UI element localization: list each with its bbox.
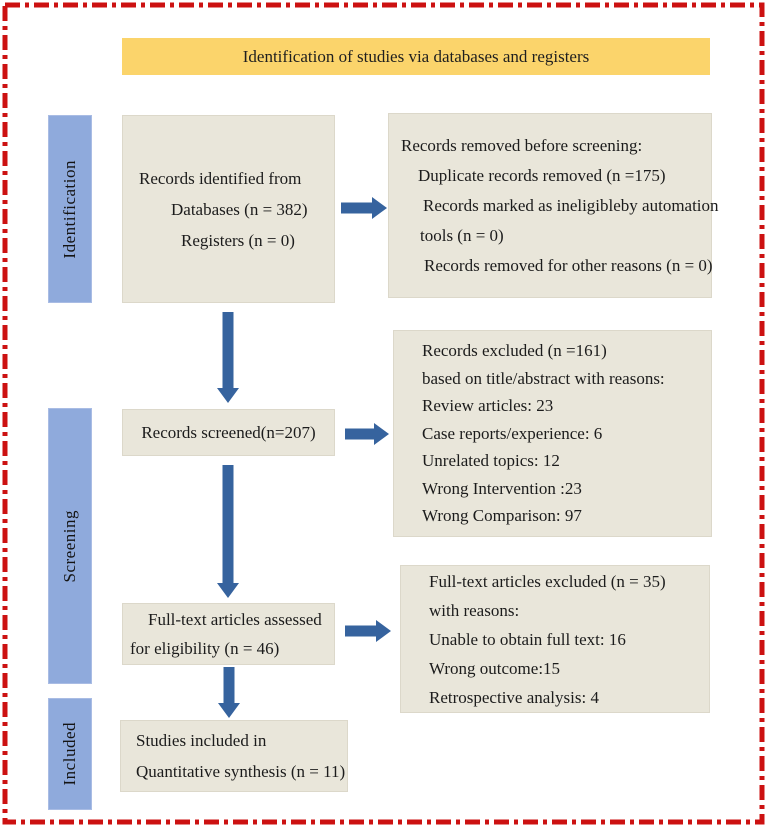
box-line: Unrelated topics: 12: [422, 451, 560, 471]
box-studies-included: [120, 720, 348, 792]
box-line: Wrong Intervention :23: [422, 478, 582, 498]
box-line: Case reports/experience: 6: [422, 423, 603, 443]
stage-label-identification: Identification: [60, 159, 79, 259]
box-line: Wrong Comparison: 97: [422, 506, 582, 526]
box-line: Full-text articles assessed: [148, 610, 322, 629]
box-line: Review articles: 23: [422, 396, 554, 416]
box-line: Wrong outcome:15: [429, 658, 561, 678]
box-line: Records excluded (n =161): [422, 341, 607, 361]
arrow-down-fulltext-to-included: [218, 667, 240, 718]
box-line: for eligibility (n = 46): [130, 639, 280, 658]
box-records-screened: [122, 409, 335, 456]
stage-bar-included: [48, 698, 92, 810]
box-fulltext-assessed: [122, 603, 335, 665]
stage-bar-screening: [48, 408, 92, 684]
box-line: Full-text articles excluded (n = 35): [429, 571, 666, 591]
box-line: Records marked as ineligibleby automation: [423, 195, 719, 215]
box-records-identified: [122, 115, 335, 303]
box-fulltext-excluded: [400, 565, 710, 713]
arrow-right-fulltext-to-excluded: [345, 620, 391, 642]
stage-bar-identification: [48, 115, 92, 303]
arrow-right-screened-to-excluded: [345, 423, 389, 445]
box-records-excluded: [393, 330, 712, 537]
box-line: Databases (n = 382): [171, 199, 308, 219]
box-line: Quantitative synthesis (n = 11): [136, 762, 346, 781]
box-line: with reasons:: [429, 600, 520, 620]
arrow-right-identified-to-removed: [341, 197, 387, 219]
box-line: based on title/abstract with reasons:: [422, 368, 665, 388]
stage-label-screening: Screening: [60, 509, 79, 583]
arrow-down-screened-to-fulltext: [217, 465, 239, 598]
box-records-removed: [388, 113, 719, 298]
box-line: Records removed before screening:: [401, 135, 643, 155]
box-line: Unable to obtain full text: 16: [429, 629, 626, 649]
stage-label-included: Included: [60, 722, 79, 786]
box-line: Records identified from: [139, 168, 302, 188]
banner: [122, 38, 710, 75]
box-line: tools (n = 0): [420, 225, 504, 245]
box-line: Records removed for other reasons (n = 0): [424, 255, 713, 275]
arrow-down-identified-to-screened: [217, 312, 239, 403]
box-line: Records screened(n=207): [141, 422, 316, 442]
banner-title: Identification of studies via databases and registers: [242, 46, 590, 66]
box-line: Retrospective analysis: 4: [429, 687, 599, 707]
box-line: Studies included in: [136, 731, 267, 750]
box-line: Registers (n = 0): [181, 230, 295, 250]
box-line: Duplicate records removed (n =175): [418, 165, 666, 185]
